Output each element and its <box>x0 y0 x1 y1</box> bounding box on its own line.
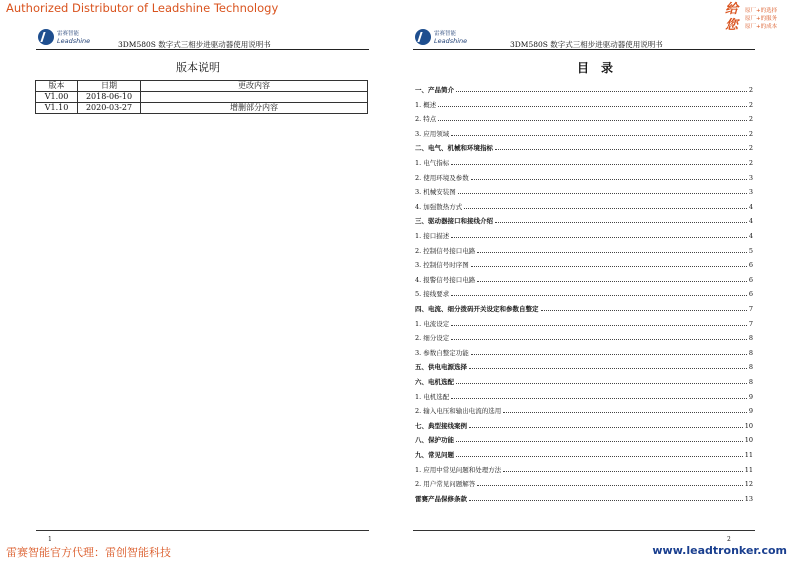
toc-dot-leader <box>438 106 747 107</box>
toc-item-label: 五、供电电源选择 <box>415 363 467 372</box>
header-rule <box>36 49 369 50</box>
toc-item-page: 8 <box>748 363 753 372</box>
toc-item-label: 九、常见问题 <box>415 451 454 459</box>
toc-item[interactable] <box>415 464 753 474</box>
leadshine-mark-icon <box>38 29 54 45</box>
logo-en-text: Leadshine <box>434 37 468 45</box>
toc-item-page: 6 <box>748 290 753 299</box>
toc-dot-leader <box>456 91 747 92</box>
toc-dot-leader <box>469 427 743 428</box>
toc-item-page: 4 <box>748 217 753 226</box>
toc-item-page: 11 <box>744 451 753 459</box>
toc-item[interactable] <box>415 376 753 386</box>
toc-dot-leader <box>456 456 743 457</box>
toc-item-page: 4 <box>748 202 753 211</box>
toc-item[interactable] <box>415 347 753 357</box>
toc-item-label: 二、电气、机械和环境指标 <box>415 144 493 153</box>
toc-dot-leader <box>451 237 747 238</box>
toc-item[interactable] <box>415 478 753 488</box>
toc-item[interactable] <box>415 245 753 255</box>
toc-dot-leader <box>477 252 747 253</box>
toc-item-label: 1. 电气指标 <box>415 159 450 167</box>
toc-item-label: 1. 接口描述 <box>415 232 450 240</box>
toc-item-page: 2 <box>748 144 753 153</box>
toc-item[interactable] <box>415 332 753 342</box>
logo-en-text: Leadshine <box>57 37 91 45</box>
toc-item[interactable] <box>415 84 753 94</box>
toc-dot-leader <box>477 485 742 486</box>
header-version: 版本 <box>36 81 78 92</box>
toc-item-page: 10 <box>744 421 753 430</box>
toc-item[interactable] <box>415 361 753 371</box>
toc-item-page: 6 <box>748 261 753 270</box>
toc-item-label: 2. 特点 <box>415 115 437 124</box>
toc-dot-leader <box>503 471 742 472</box>
page-number: 1 <box>48 536 52 543</box>
toc-dot-leader <box>458 193 747 194</box>
toc-item-label: 七、典型接线案例 <box>415 421 467 430</box>
toc-item-label: 2. 细分设定 <box>415 334 450 343</box>
toc-item-label: 三、驱动器接口和接线介绍 <box>415 217 493 226</box>
corner-slogan-3: 原厂+的成本 <box>745 24 778 30</box>
toc-item-page: 9 <box>748 407 753 416</box>
page-number: 2 <box>727 536 731 543</box>
toc-dot-leader <box>438 120 747 121</box>
toc-item-page: 2 <box>748 115 753 124</box>
corner-slogan-2: 原厂+的服务 <box>745 16 778 22</box>
toc-item-label: 一、产品简介 <box>415 86 454 94</box>
leadshine-logo <box>38 28 90 48</box>
toc-item[interactable] <box>415 420 753 430</box>
table-row <box>36 92 368 103</box>
cell-changes <box>141 92 368 103</box>
toc-dot-leader <box>471 179 747 180</box>
toc-dot-leader <box>451 295 747 296</box>
toc-item-label: 3. 参数自整定功能 <box>415 348 469 357</box>
version-title: 版本说明 <box>176 61 220 74</box>
toc-item[interactable] <box>415 274 753 284</box>
toc-item-page: 12 <box>744 480 753 489</box>
page-left <box>0 0 396 561</box>
toc-item[interactable] <box>415 186 753 196</box>
toc-item-page: 2 <box>748 86 753 94</box>
toc-dot-leader <box>471 266 747 267</box>
toc-item[interactable] <box>415 99 753 109</box>
website-link[interactable]: www.leadtronker.com <box>652 544 787 557</box>
toc-item-page: 13 <box>744 494 753 503</box>
toc-dot-leader <box>456 383 747 384</box>
toc-dot-leader <box>464 208 747 209</box>
header-doc-title: 3DM580S 数字式三相步进驱动器使用说明书 <box>118 40 271 49</box>
logo-cn-text: 雷赛智能 <box>57 31 80 37</box>
toc-item-label: 4. 报警信号接口电路 <box>415 275 476 284</box>
header-doc-title: 3DM580S 数字式三相步进驱动器使用说明书 <box>510 40 663 49</box>
toc-item-page: 5 <box>748 246 753 255</box>
cell-changes: 增删部分内容 <box>141 103 368 114</box>
header-date: 日期 <box>78 81 141 92</box>
toc-item[interactable] <box>415 318 753 328</box>
toc-item-page: 10 <box>744 436 753 445</box>
footer-rule <box>413 530 755 531</box>
toc-dot-leader <box>541 310 747 311</box>
toc-item-page: 2 <box>748 159 753 167</box>
toc-item-label: 六、电机选配 <box>415 378 454 386</box>
table-row <box>36 103 368 114</box>
version-table-header <box>36 81 368 92</box>
toc-title: 目 录 <box>576 61 613 75</box>
toc-dot-leader <box>469 368 747 369</box>
leadshine-logo <box>415 28 467 48</box>
toc-dot-leader <box>503 412 747 413</box>
cell-date: 2020-03-27 <box>78 103 141 114</box>
page-right <box>397 0 793 561</box>
toc-item-label: 1. 概述 <box>415 100 437 109</box>
toc-item-label: 5. 接线要求 <box>415 290 450 299</box>
toc-item-page: 7 <box>748 305 753 313</box>
toc-item-label: 3. 控制信号时序图 <box>415 261 469 270</box>
toc-item-label: 八、保护功能 <box>415 436 454 445</box>
toc-item-page: 9 <box>748 392 753 401</box>
toc-item-label: 1. 电流设定 <box>415 319 450 328</box>
footer-rule <box>36 530 369 531</box>
toc-item-page: 7 <box>748 319 753 328</box>
toc-dot-leader <box>495 149 747 150</box>
cell-version: V1.00 <box>36 92 78 103</box>
toc-item-page: 6 <box>748 275 753 284</box>
toc-item[interactable] <box>415 493 753 503</box>
leadshine-mark-icon <box>415 29 431 45</box>
toc-item-label: 2. 用户常见问题解答 <box>415 480 476 489</box>
toc-item-label: 4. 加强散热方式 <box>415 202 463 211</box>
toc-item-page: 11 <box>744 465 753 474</box>
toc-item[interactable] <box>415 215 753 225</box>
header-changes: 更改内容 <box>141 81 368 92</box>
toc-dot-leader <box>451 339 747 340</box>
toc-item-label: 1. 应用中常见问题和处理方法 <box>415 465 502 474</box>
toc-item-label: 四、电流、细分拨码开关设定和参数自整定 <box>415 305 539 313</box>
corner-char-2: 您 <box>725 18 739 33</box>
toc-item-page: 4 <box>748 232 753 240</box>
toc-item-label: 3. 机械安装图 <box>415 188 456 197</box>
toc-item[interactable] <box>415 405 753 415</box>
toc-item-page: 3 <box>748 188 753 197</box>
toc-dot-leader <box>495 222 747 223</box>
header-rule <box>413 49 755 50</box>
toc-dot-leader <box>456 441 743 442</box>
toc-item-page: 8 <box>748 378 753 386</box>
toc-item-label: 2. 输入电压和输出电流的选用 <box>415 407 502 416</box>
toc-item[interactable] <box>415 288 753 298</box>
toc-item[interactable] <box>415 201 753 211</box>
toc-item[interactable] <box>415 128 753 138</box>
top-banner: Authorized Distributor of Leadshine Technology <box>6 1 279 15</box>
toc-item[interactable] <box>415 259 753 269</box>
corner-char-1: 给 <box>725 2 739 17</box>
toc-item-label: 1. 电机选配 <box>415 392 450 401</box>
cell-date: 2018-06-10 <box>78 92 141 103</box>
logo-cn-text: 雷赛智能 <box>434 31 457 37</box>
toc-item[interactable] <box>415 142 753 152</box>
toc-item-label: 3. 应用领域 <box>415 129 450 138</box>
toc-item[interactable] <box>415 157 753 167</box>
toc-dot-leader <box>469 500 743 501</box>
corner-slogan-1: 原厂+的选择 <box>745 8 778 14</box>
bottom-left-banner: 雷赛智能官方代理：雷创智能科技 <box>6 546 171 559</box>
toc-dot-leader <box>451 398 747 399</box>
toc-item[interactable] <box>415 434 753 444</box>
version-table <box>35 80 368 114</box>
toc-dot-leader <box>451 325 747 326</box>
toc-item-label: 2. 控制信号接口电路 <box>415 246 476 255</box>
toc-item-label: 雷赛产品保修条款 <box>415 494 467 503</box>
toc-item-page: 3 <box>748 173 753 182</box>
toc-dot-leader <box>451 135 747 136</box>
toc-item-page: 2 <box>748 100 753 109</box>
toc-item[interactable] <box>415 172 753 182</box>
toc-item[interactable] <box>415 449 753 459</box>
toc-item-label: 2. 使用环境及参数 <box>415 173 469 182</box>
toc-dot-leader <box>477 281 747 282</box>
toc-item[interactable] <box>415 230 753 240</box>
toc-item-page: 2 <box>748 129 753 138</box>
toc-dot-leader <box>451 164 747 165</box>
toc-item[interactable] <box>415 391 753 401</box>
cell-version: V1.10 <box>36 103 78 114</box>
toc-item[interactable] <box>415 113 753 123</box>
toc-dot-leader <box>471 354 747 355</box>
toc-item-page: 8 <box>748 348 753 357</box>
toc-item-page: 8 <box>748 334 753 343</box>
toc-item[interactable] <box>415 303 753 313</box>
